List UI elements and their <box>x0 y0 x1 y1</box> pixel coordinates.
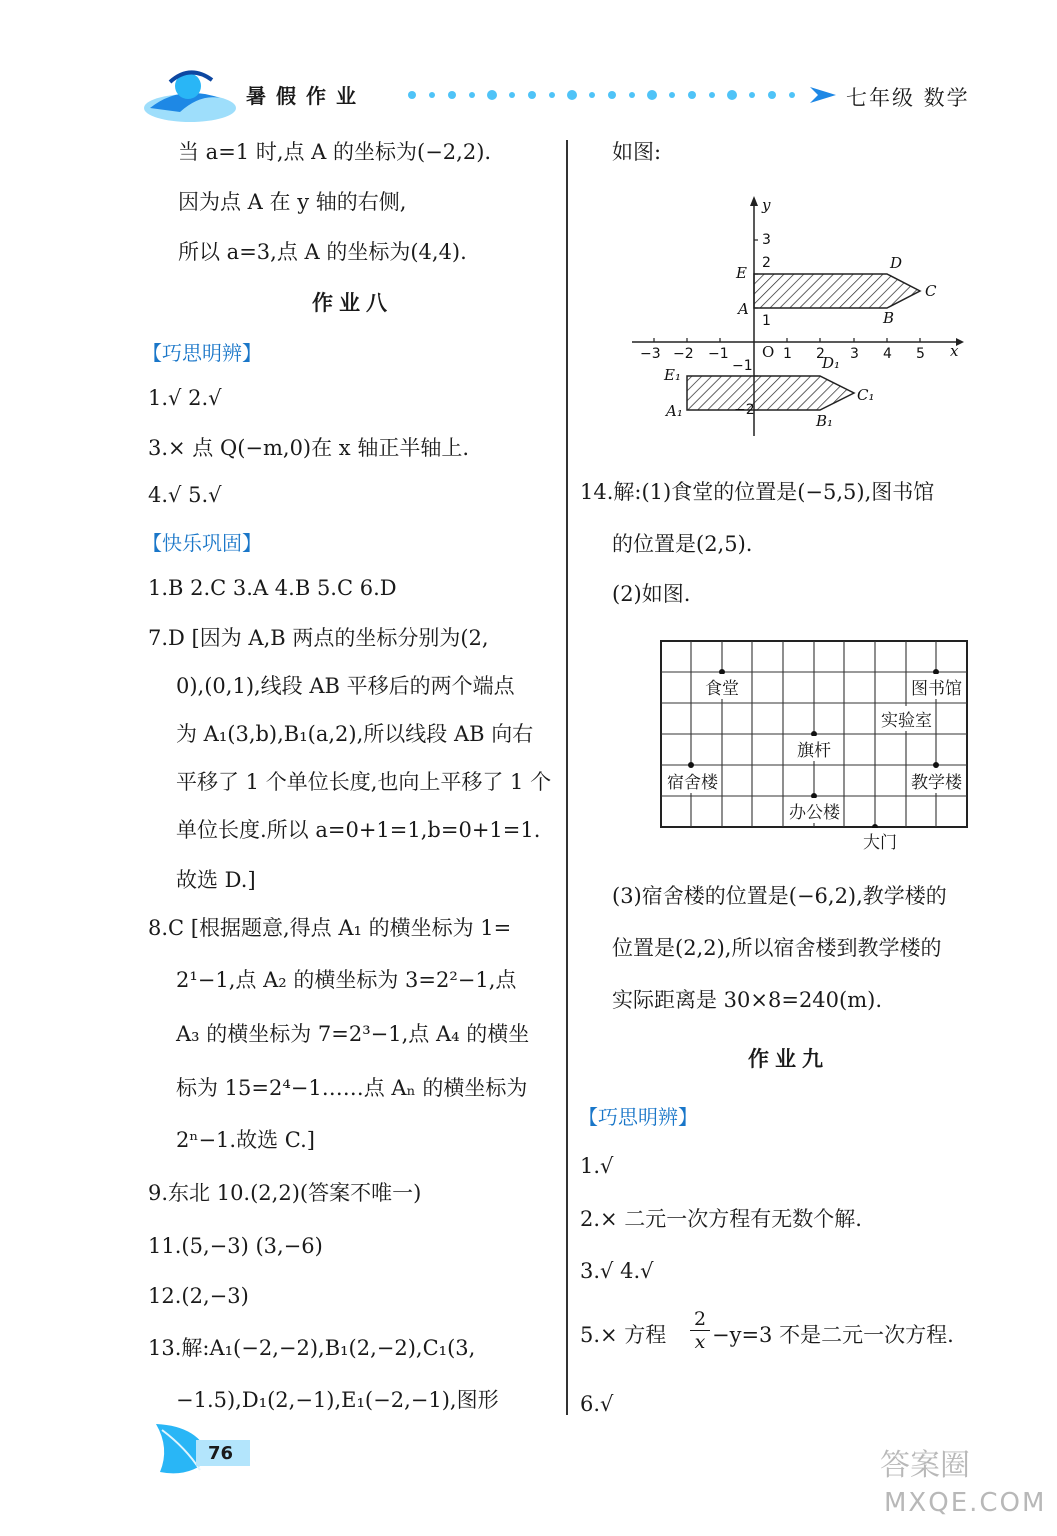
fraction-numerator: 2 <box>690 1308 710 1331</box>
grid-label-teaching: 教学楼 <box>910 768 963 793</box>
y-axis-arrow <box>750 196 758 206</box>
x-tick-neg3: −3 <box>640 346 661 362</box>
fraction-denominator: x <box>694 1331 706 1353</box>
left-line-6: 3.× 点 Q(−m,0)在 x 轴正半轴上. <box>148 436 469 460</box>
left-line-7: 4.√ 5.√ <box>148 483 222 507</box>
point-c: C <box>925 282 937 300</box>
right-line-r6: 6.√ <box>580 1392 614 1416</box>
point-d1: D₁ <box>822 354 841 372</box>
point-d: D <box>890 254 903 272</box>
x-tick-3: 3 <box>850 346 859 362</box>
origin-label: O <box>762 343 775 361</box>
right-line-r3: 3.√ 4.√ <box>580 1259 654 1283</box>
point-b1: B₁ <box>816 412 834 430</box>
grid-label-office: 办公楼 <box>788 798 841 823</box>
grid-label-library: 图书馆 <box>910 674 963 699</box>
left-line-0: 当 a=1 时,点 A 的坐标为(−2,2). <box>178 140 492 164</box>
right-line-3a: (3)宿舍楼的位置是(−6,2),教学楼的 <box>612 884 947 908</box>
left-line-1: 因为点 A 在 y 轴的右侧, <box>178 190 407 214</box>
right-line-r1: 1.√ <box>580 1154 614 1178</box>
right-line-r5a: 5.× 方程 <box>580 1323 667 1347</box>
right-line-14c: (2)如图. <box>612 582 691 606</box>
left-line-15: 故选 D.] <box>176 868 256 892</box>
left-line-17: 2¹−1,点 A₂ 的横坐标为 3=2²−1,点 <box>176 968 517 992</box>
y-tick-neg2: −2 <box>734 402 755 418</box>
point-c1: C₁ <box>857 386 875 404</box>
x-tick-5: 5 <box>916 346 925 362</box>
tag-qiaosi-2: 【巧思明辨】 <box>578 1105 698 1129</box>
shape-a1b1c1d1e1 <box>687 376 854 410</box>
grid-label-canteen: 食堂 <box>704 674 740 699</box>
axis-y-label: y <box>762 196 771 214</box>
point-e: E <box>736 264 747 282</box>
header-logo <box>140 64 250 128</box>
right-line-3c: 实际距离是 30×8=240(m). <box>612 988 883 1012</box>
right-line-14b: 的位置是(2,5). <box>612 532 753 556</box>
y-tick-2: 2 <box>762 255 771 271</box>
axis-x-label: x <box>950 342 959 360</box>
grid-label-dormitory: 宿舍楼 <box>666 768 719 793</box>
header-title: 暑假作业 <box>246 84 366 108</box>
left-line-12: 为 A₁(3,b),B₁(a,2),所以线段 AB 向右 <box>176 722 534 746</box>
left-line-9: 1.B 2.C 3.A 4.B 5.C 6.D <box>148 576 397 600</box>
y-tick-3: 3 <box>762 232 771 248</box>
left-line-24: 13.解:A₁(−2,−2),B₁(2,−2),C₁(3, <box>148 1336 476 1360</box>
left-line-16: 8.C [根据题意,得点 A₁ 的横坐标为 1= <box>148 916 512 940</box>
left-line-13: 平移了 1 个单位长度,也向上平移了 1 个 <box>176 770 552 794</box>
left-line-20: 2ⁿ−1.故选 C.] <box>176 1128 315 1152</box>
y-tick-1: 1 <box>762 313 771 329</box>
column-divider <box>566 140 568 1415</box>
point-a1: A₁ <box>666 402 683 420</box>
left-line-10: 7.D [因为 A,B 两点的坐标分别为(2, <box>148 626 489 650</box>
point-a: A <box>738 300 749 318</box>
x-tick-neg2: −2 <box>673 346 694 362</box>
left-line-25: −1.5),D₁(2,−1),E₁(−2,−1),图形 <box>176 1388 499 1412</box>
x-tick-4: 4 <box>883 346 892 362</box>
header-subject: 七年级 数学 <box>846 86 970 110</box>
right-line-r2: 2.× 二元一次方程有无数个解. <box>580 1207 862 1231</box>
grid-label-flagpole: 旗杆 <box>796 736 832 761</box>
tag-kuaile: 【快乐巩固】 <box>142 531 262 555</box>
left-line-5: 1.√ 2.√ <box>148 386 222 410</box>
section-title-homework-9: 作业九 <box>748 1046 829 1071</box>
grid-label-gate: 大门 <box>862 828 898 853</box>
left-line-21: 9.东北 10.(2,2)(答案不唯一) <box>148 1181 422 1205</box>
left-line-19: 标为 15=2⁴−1……点 Aₙ 的横坐标为 <box>176 1076 528 1100</box>
right-line-14a: 14.解:(1)食堂的位置是(−5,5),图书馆 <box>580 480 935 504</box>
left-line-14: 单位长度.所以 a=0+1=1,b=0+1=1. <box>176 818 541 842</box>
left-line-2: 所以 a=3,点 A 的坐标为(4,4). <box>178 240 467 264</box>
watermark-url: MXQE.COM <box>884 1488 1047 1518</box>
watermark-text: 答案圈 <box>880 1448 970 1483</box>
x-tick-1: 1 <box>783 346 792 362</box>
x-tick-2: 2 <box>816 346 825 362</box>
right-line-3b: 位置是(2,2),所以宿舍楼到教学楼的 <box>612 936 942 960</box>
header-dots <box>400 84 840 106</box>
y-tick-neg1: −1 <box>732 358 753 374</box>
section-title-homework-8: 作业八 <box>312 290 393 315</box>
shape-abcde <box>754 274 920 308</box>
fraction-2-over-x <box>690 1308 710 1353</box>
tag-qiaosi-1: 【巧思明辨】 <box>142 341 262 365</box>
point-e1: E₁ <box>664 366 681 384</box>
point-b: B <box>883 309 895 327</box>
grid-label-lab: 实验室 <box>880 706 933 731</box>
left-line-18: A₃ 的横坐标为 7=2³−1,点 A₄ 的横坐 <box>176 1022 530 1046</box>
right-line-rutu: 如图: <box>612 140 662 164</box>
left-line-22: 11.(5,−3) (3,−6) <box>148 1234 323 1258</box>
page-number: 76 <box>208 1443 234 1464</box>
left-line-11: 0),(0,1),线段 AB 平移后的两个端点 <box>176 674 515 698</box>
left-line-23: 12.(2,−3) <box>148 1284 249 1308</box>
x-tick-neg1: −1 <box>708 346 729 362</box>
right-line-r5b: −y=3 不是二元一次方程. <box>712 1323 954 1347</box>
coordinate-figure <box>628 192 968 442</box>
